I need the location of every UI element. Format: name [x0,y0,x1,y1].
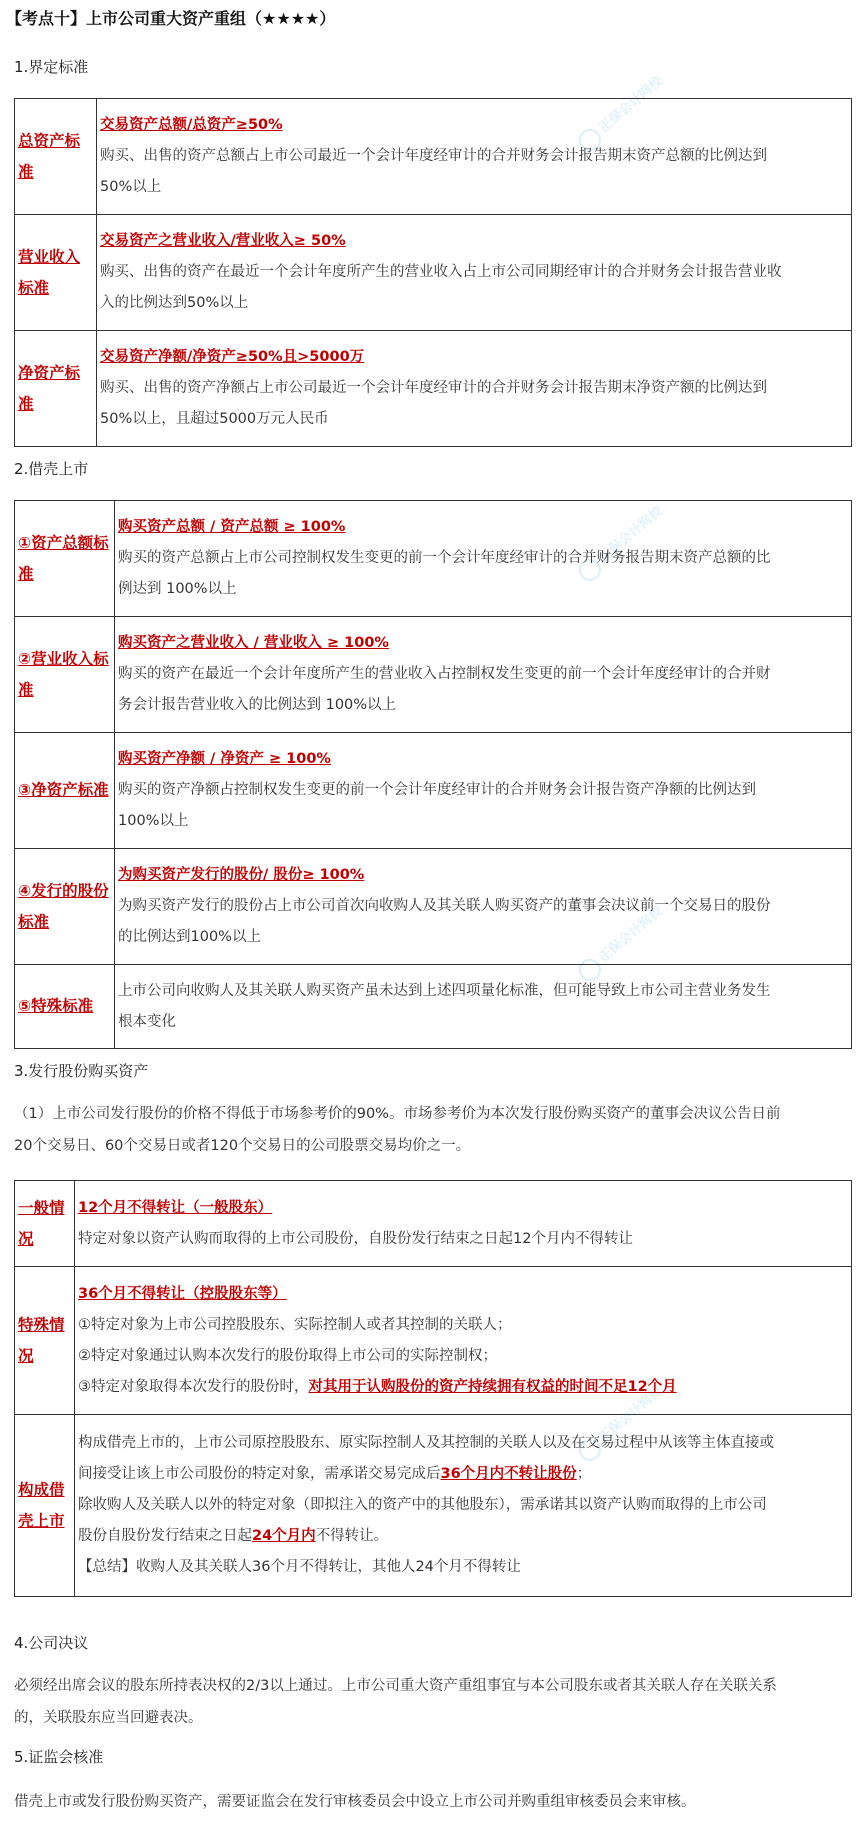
table-row [15,849,852,965]
summary-text: 【总结】收购人及其关联人36个月不得转让，其他人24个月不得转让 [78,1559,521,1575]
row-text [78,1459,848,1490]
row-label: 一般情况 [15,1181,75,1267]
paragraph-line: （1）上市公司发行股份的价格不得低于市场参考价的90%。市场参考价为本次发行股份购买资产的董事会决议公告日前 [14,1106,781,1122]
section-5-paragraph [14,1786,852,1818]
row-headline: 交易资产净额/净资产≥50%且>5000万 [100,349,365,365]
watermark: 正保会计网校 [574,1319,746,1471]
row-label: ②营业收入标准 [15,617,115,733]
row-label: ⑤特殊标准 [15,965,115,1049]
row-label: 总资产标准 [15,99,97,215]
highlight-text: 24个月内 [252,1528,316,1544]
row-text: 例达到 100%以上 [118,581,237,597]
section-4-heading: 4.公司决议 [14,1634,89,1652]
section-2-heading: 2.借壳上市 [14,460,89,478]
row-text [78,1372,848,1403]
watermark: 正保会计网校 [574,839,746,991]
row-text: 购买的资产净额占控制权发生变更的前一个会计年度经审计的合并财务会计报告资产净额的比例达到 [118,782,756,798]
table-row [15,617,852,733]
row-label: 营业收入标准 [15,215,97,331]
row-text: 购买、出售的资产净额占上市公司最近一个会计年度经审计的合并财务会计报告期末净资产额的比例达到 [100,380,767,396]
row-headline: 交易资产总额/总资产≥50% [100,117,283,133]
row-headline: 交易资产之营业收入/营业收入≥ 50% [100,233,346,249]
paragraph-line: 20个交易日、60个交易日或者120个交易日的公司股票交易均价之一。 [14,1138,471,1154]
row-label: 净资产标准 [15,331,97,447]
page-title: 【考点十】上市公司重大资产重组（★★★★） [6,9,336,28]
section-4-paragraph [14,1670,852,1734]
table-row [15,331,852,447]
highlight-text: 对其用于认购股份的资产持续拥有权益的时间不足12个月 [308,1378,677,1395]
watermark: 正保会计网校 [574,9,746,161]
row-text: 购买的资产总额占上市公司控制权发生变更的前一个会计年度经审计的合并财务报告期末资产总额的比 [118,550,771,566]
row-text: 为购买资产发行的股份占上市公司首次向收购人及其关联人购买资产的董事会决议前一个交易日的股份 [118,898,771,914]
section-3-paragraph [14,1098,852,1162]
row-label: ③净资产标准 [15,733,115,849]
row-text: 入的比例达到50%以上 [100,295,249,311]
row-headline: 为购买资产发行的股份/ 股份≥ 100% [118,867,365,883]
section-3-heading: 3.发行股份购买资产 [14,1062,149,1080]
row-label: ①资产总额标准 [15,501,115,617]
lockup-table [14,1180,852,1597]
row-text: 购买、出售的资产在最近一个会计年度所产生的营业收入占上市公司同期经审计的合并财务会计报告营业收 [100,264,782,280]
row-text: 根本变化 [118,1013,176,1030]
highlight-text: 36个月内不转让股份 [440,1466,577,1482]
row-text: 特定对象以资产认购而取得的上市公司股份，自股份发行结束之日起12个月内不得转让 [78,1230,633,1247]
table-row [15,965,852,1049]
row-headline: 36个月不得转让（控股股东等） [78,1285,287,1302]
paragraph-line: 必须经出席会议的股东所持表决权的2/3以上通过。上市公司重大资产重组事宜与本公司股东或者其关联人存在关联关系 [14,1678,777,1694]
row-headline: 12个月不得转让（一般股东） [78,1199,273,1216]
row-headline: 购买资产净额 / 净资产 ≥ 100% [118,751,331,767]
row-text: ①特定对象为上市公司控股股东、实际控制人或者其控制的关联人； [78,1316,512,1333]
row-text: 50%以上 [100,179,162,195]
row-text: 购买的资产在最近一个会计年度所产生的营业收入占控制权发生变更的前一个会计年度经审计的合并财 [118,666,771,682]
section-5-heading: 5.证监会核准 [14,1748,104,1766]
row-text: 100%以上 [118,813,189,829]
text-segment: ③特定对象取得本次发行的股份时， [78,1378,309,1395]
row-text: 50%以上，且超过5000万元人民币 [100,411,329,427]
table-row [15,501,852,617]
row-label: 构成借壳上市 [15,1415,75,1597]
text-segment: 不得转让。 [315,1528,389,1544]
paragraph-line: 的，关联股东应当回避表决。 [14,1710,203,1726]
text-segment: 间接受让该上市公司股份的特定对象，需承诺交易完成后 [78,1466,441,1482]
row-text: 购买、出售的资产总额占上市公司最近一个会计年度经审计的合并财务会计报告期末资产总额的比例达到 [100,148,767,164]
table-row [15,1181,852,1267]
row-text: 除收购人及关联人以外的特定对象（即拟注入的资产中的其他股东），需承诺其以资产认购而取得的上市公司 [78,1497,767,1513]
text-segment: 股份自股份发行结束之日起 [78,1528,252,1544]
row-text [78,1521,848,1552]
table-row [15,1267,852,1415]
row-text: 上市公司向收购人及其关联人购买资产虽未达到上述四项量化标准，但可能导致上市公司主营业务发生 [118,982,771,999]
watermark: 正保会计网校 [574,439,746,591]
row-text: ②特定对象通过认购本次发行的股份取得上市公司的实际控制权； [78,1347,497,1364]
text-segment: ； [576,1466,592,1482]
row-label: 特殊情况 [15,1267,75,1415]
section-1-heading: 1.界定标准 [14,58,89,76]
paragraph-line: 借壳上市或发行股份购买资产，需要证监会在发行审核委员会中设立上市公司并购重组审核委员会来审核。 [14,1794,696,1810]
criteria-table [14,98,852,447]
table-row [15,215,852,331]
row-text: 务会计报告营业收入的比例达到 100%以上 [118,697,397,713]
table-row [15,1415,852,1597]
row-text: 构成借壳上市的，上市公司原控股股东、原实际控制人及其控制的关联人以及在交易过程中从该等主体直接或 [78,1435,774,1451]
table-row [15,733,852,849]
row-headline: 购买资产之营业收入 / 营业收入 ≥ 100% [118,635,389,651]
row-headline: 购买资产总额 / 资产总额 ≥ 100% [118,519,346,535]
row-text: 的比例达到100%以上 [118,929,261,945]
table-row [15,99,852,215]
backdoor-criteria-table [14,500,852,1049]
row-label: ④发行的股份标准 [15,849,115,965]
